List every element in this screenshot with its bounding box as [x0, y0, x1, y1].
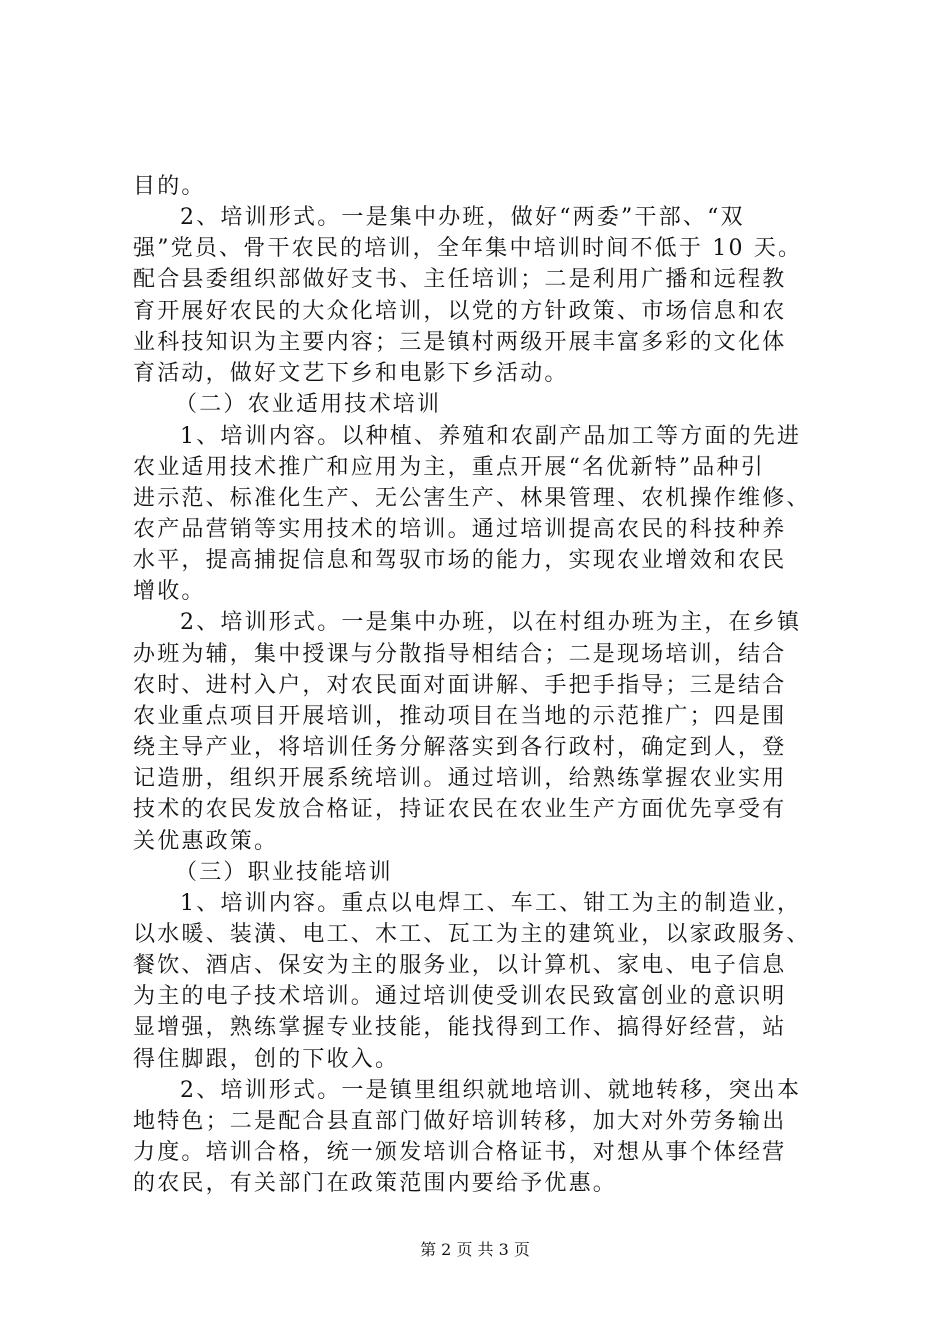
- text-line: 强”党员、骨干农民的培训，全年集中培训时间不低于 10 天。: [133, 236, 803, 261]
- text-line: 餐饮、酒店、保安为主的服务业，以计算机、家电、电子信息: [133, 953, 787, 978]
- text-line: 目的。: [133, 174, 206, 199]
- text-line: 1、培训内容。以种植、养殖和农副产品加工等方面的先进: [180, 424, 802, 449]
- page-footer: 第 2 页 共 3 页: [420, 1240, 530, 1259]
- text-line: 力度。培训合格，统一颁发培训合格证书，对想从事个体经营: [133, 1140, 787, 1165]
- text-line: 绕主导产业，将培训任务分解落实到各行政村，确定到人，登: [133, 735, 787, 760]
- text-line: 显增强，熟练掌握专业技能，能找得到工作、搞得好经营，站: [133, 1015, 787, 1040]
- text-line: 增收。: [133, 579, 206, 604]
- text-line: 2、培训形式。一是镇里组织就地培训、就地转移，突出本: [180, 1078, 802, 1103]
- text-line: 业科技知识为主要内容；三是镇村两级开展丰富多彩的文化体: [133, 330, 787, 355]
- text-line: 记造册，组织开展系统培训。通过培训，给熟练掌握农业实用: [133, 766, 787, 791]
- text-line: 为主的电子技术培训。通过培训使受训农民致富创业的意识明: [133, 984, 787, 1009]
- text-line: 办班为辅，集中授课与分散指导相结合；二是现场培训，结合: [133, 642, 787, 667]
- text-line: （三）职业技能培训: [175, 860, 393, 885]
- text-line: 关优惠政策。: [133, 829, 279, 854]
- text-line: 以水暖、装潢、电工、木工、瓦工为主的建筑业，以家政服务、: [133, 922, 811, 947]
- text-line: 2、培训形式。一是集中办班，做好“两委”干部、“双: [180, 205, 745, 230]
- text-line: 配合县委组织部做好支书、主任培训；二是利用广播和远程教: [133, 267, 787, 292]
- text-line: 农业适用技术推广和应用为主，重点开展“名优新特”品种引: [133, 455, 765, 480]
- text-line: 育开展好农民的大众化培训，以党的方针政策、市场信息和农: [133, 299, 787, 324]
- text-line: 育活动，做好文艺下乡和电影下乡活动。: [133, 361, 569, 386]
- text-line: 技术的农民发放合格证，持证农民在农业生产方面优先享受有: [133, 797, 787, 822]
- text-line: （二）农业适用技术培训: [175, 392, 442, 417]
- text-line: 农时、进村入户，对农民面对面讲解、手把手指导；三是结合: [133, 673, 787, 698]
- text-line: 农产品营销等实用技术的培训。通过培训提高农民的科技种养: [133, 517, 787, 542]
- text-line: 水平，提高捕捉信息和驾驭市场的能力，实现农业增效和农民: [133, 548, 787, 573]
- text-line: 1、培训内容。重点以电焊工、车工、钳工为主的制造业，: [180, 891, 802, 916]
- text-line: 地特色；二是配合县直部门做好培训转移，加大对外劳务输出: [133, 1109, 787, 1134]
- text-line: 进示范、标准化生产、无公害生产、林果管理、农机操作维修、: [133, 486, 811, 511]
- text-line: 的农民，有关部门在政策范围内要给予优惠。: [133, 1171, 618, 1196]
- text-line: 2、培训形式。一是集中办班，以在村组办班为主，在乡镇: [180, 610, 802, 635]
- text-line: 农业重点项目开展培训，推动项目在当地的示范推广；四是围: [133, 704, 787, 729]
- text-line: 得住脚跟，创的下收入。: [133, 1047, 400, 1072]
